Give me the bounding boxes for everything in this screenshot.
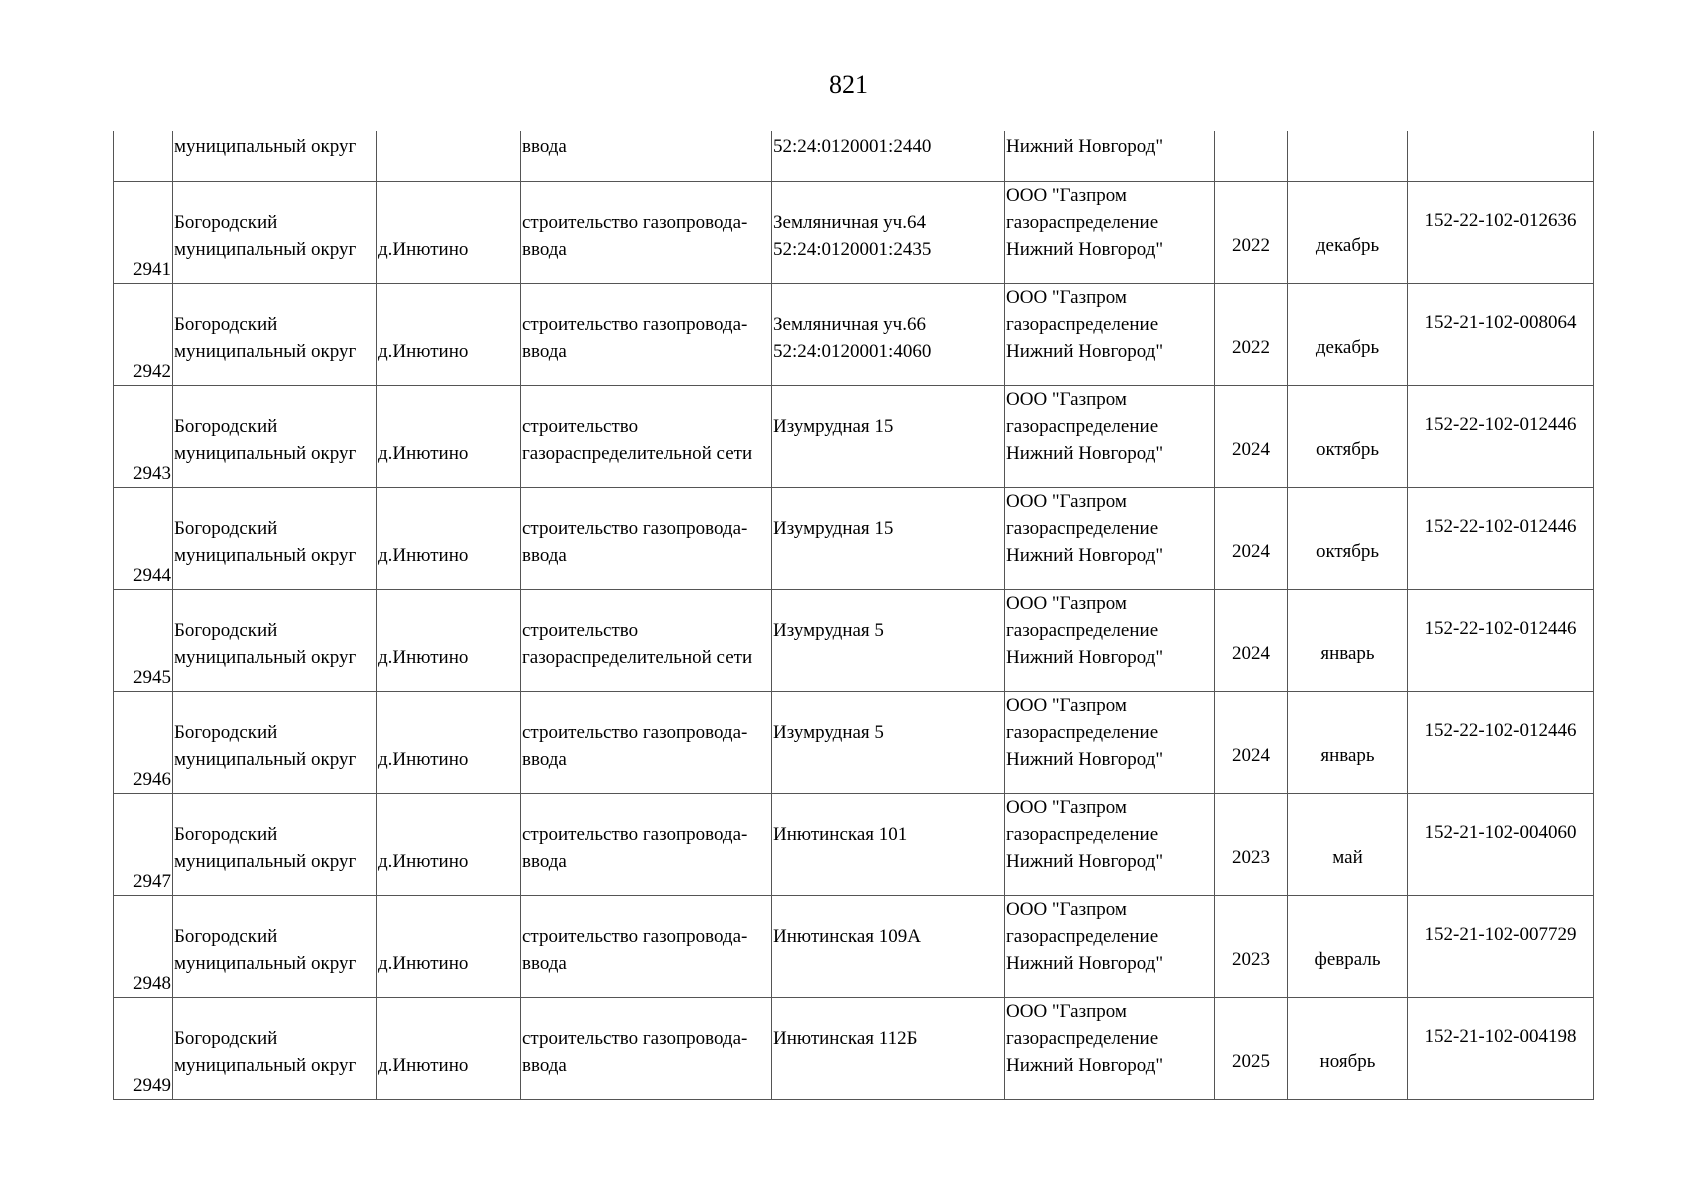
table-row bbox=[114, 487, 1594, 589]
cell-line: строительство газопровода- bbox=[522, 313, 748, 335]
table-row bbox=[114, 895, 1594, 997]
cell-settlement bbox=[377, 793, 521, 895]
cell-line: строительство газопровода- bbox=[522, 211, 748, 233]
cell-line: Инютинская 112Б bbox=[773, 1027, 918, 1049]
cell-line: Инютинская 109А bbox=[773, 925, 921, 947]
cell-line: Нижний Новгород" bbox=[1006, 1054, 1164, 1076]
cell-organization bbox=[1005, 793, 1215, 895]
cell-number: 2941 bbox=[114, 181, 173, 283]
cell-year: 2024 bbox=[1215, 691, 1288, 793]
cell-work bbox=[521, 181, 772, 283]
cell-year: 2024 bbox=[1215, 589, 1288, 691]
cell-month: февраль bbox=[1288, 895, 1408, 997]
cell-number: 2942 bbox=[114, 283, 173, 385]
cell-settlement bbox=[377, 589, 521, 691]
cell-year: 2024 bbox=[1215, 487, 1288, 589]
cell-number: 2943 bbox=[114, 385, 173, 487]
cell-code: 152-22-102-012636 bbox=[1408, 181, 1594, 283]
cell-district bbox=[173, 283, 377, 385]
cell-address bbox=[772, 793, 1005, 895]
cell-line: д.Инютино bbox=[378, 646, 469, 668]
cell-line: Земляничная уч.64 bbox=[773, 211, 926, 233]
cell-line: газораспределение bbox=[1006, 1027, 1159, 1049]
cell-organization bbox=[1005, 385, 1215, 487]
cell-line: Изумрудная 5 bbox=[773, 619, 884, 641]
cell-work: ввода bbox=[521, 131, 772, 181]
cell-settlement bbox=[377, 181, 521, 283]
cell-line: муниципальный округ bbox=[174, 442, 357, 464]
cell-address bbox=[772, 895, 1005, 997]
cell-address bbox=[772, 385, 1005, 487]
cell-line: ввода bbox=[522, 238, 567, 260]
cell-line: д.Инютино bbox=[378, 442, 469, 464]
cell-line: строительство газопровода- bbox=[522, 925, 748, 947]
cell-settlement bbox=[377, 385, 521, 487]
cell-number: 2949 bbox=[114, 997, 173, 1099]
cell-line: газораспределение bbox=[1006, 415, 1159, 437]
cell-work bbox=[521, 691, 772, 793]
cell-code: 152-21-102-008064 bbox=[1408, 283, 1594, 385]
cell-line: ООО "Газпром bbox=[1006, 184, 1127, 206]
cell-line: Богородский bbox=[174, 211, 278, 233]
table-row bbox=[114, 589, 1594, 691]
cell-code: 152-22-102-012446 bbox=[1408, 589, 1594, 691]
cell-address bbox=[772, 283, 1005, 385]
cell-address bbox=[772, 487, 1005, 589]
cell-organization bbox=[1005, 589, 1215, 691]
cell-line: 52:24:0120001:2435 bbox=[773, 238, 932, 260]
cell-line: муниципальный округ bbox=[174, 850, 357, 872]
cell-district bbox=[173, 181, 377, 283]
cell-line: муниципальный округ bbox=[174, 544, 357, 566]
cell-line: строительство bbox=[522, 619, 639, 641]
cell-line: газораспределение bbox=[1006, 517, 1159, 539]
cell-line: ООО "Газпром bbox=[1006, 286, 1127, 308]
cell-line: Земляничная уч.66 bbox=[773, 313, 926, 335]
table-row bbox=[114, 793, 1594, 895]
cell-line: газораспределение bbox=[1006, 823, 1159, 845]
cell-line: Богородский bbox=[174, 721, 278, 743]
cell-district bbox=[173, 487, 377, 589]
cell-line: газораспределение bbox=[1006, 313, 1159, 335]
table-body bbox=[114, 131, 1594, 1099]
cell-line: Богородский bbox=[174, 415, 278, 437]
cell-line: газораспределение bbox=[1006, 925, 1159, 947]
cell-line: Нижний Новгород" bbox=[1006, 340, 1164, 362]
cell-line: Богородский bbox=[174, 517, 278, 539]
cell-number: 2944 bbox=[114, 487, 173, 589]
cell-line: муниципальный округ bbox=[174, 238, 357, 260]
cell-district bbox=[173, 997, 377, 1099]
cell-line: д.Инютино bbox=[378, 748, 469, 770]
cell-line: ООО "Газпром bbox=[1006, 898, 1127, 920]
cell-code: 152-21-102-004198 bbox=[1408, 997, 1594, 1099]
cell-settlement bbox=[377, 131, 521, 181]
cell-code bbox=[1408, 131, 1594, 181]
cell-year: 2023 bbox=[1215, 895, 1288, 997]
cell-line: ввода bbox=[522, 850, 567, 872]
cell-line: ООО "Газпром bbox=[1006, 796, 1127, 818]
cell-line: муниципальный округ bbox=[174, 646, 357, 668]
cell-line: газораспределительной сети bbox=[522, 646, 753, 668]
cell-number: 2947 bbox=[114, 793, 173, 895]
cell-year: 2024 bbox=[1215, 385, 1288, 487]
cell-line: д.Инютино bbox=[378, 1054, 469, 1076]
cell-code: 152-21-102-007729 bbox=[1408, 895, 1594, 997]
table-row bbox=[114, 181, 1594, 283]
cell-line: Изумрудная 5 bbox=[773, 721, 884, 743]
table-row bbox=[114, 691, 1594, 793]
cell-line: Богородский bbox=[174, 313, 278, 335]
cell-line: д.Инютино bbox=[378, 850, 469, 872]
cell-line: д.Инютино bbox=[378, 952, 469, 974]
cell-district bbox=[173, 895, 377, 997]
cell-address bbox=[772, 997, 1005, 1099]
cell-line: Нижний Новгород" bbox=[1006, 442, 1164, 464]
cell-month: декабрь bbox=[1288, 181, 1408, 283]
cell-number: 2948 bbox=[114, 895, 173, 997]
cell-settlement bbox=[377, 691, 521, 793]
cell-line: д.Инютино bbox=[378, 544, 469, 566]
cell-number: 2945 bbox=[114, 589, 173, 691]
cell-year: 2025 bbox=[1215, 997, 1288, 1099]
cell-line: ввода bbox=[522, 544, 567, 566]
cell-code: 152-21-102-004060 bbox=[1408, 793, 1594, 895]
cell-code: 152-22-102-012446 bbox=[1408, 691, 1594, 793]
cell-year bbox=[1215, 131, 1288, 181]
cell-line: ввода bbox=[522, 748, 567, 770]
cell-number bbox=[114, 131, 173, 181]
cell-number: 2946 bbox=[114, 691, 173, 793]
cell-address bbox=[772, 589, 1005, 691]
cell-year: 2022 bbox=[1215, 283, 1288, 385]
cell-address bbox=[772, 691, 1005, 793]
cell-line: ООО "Газпром bbox=[1006, 388, 1127, 410]
cell-line: Нижний Новгород" bbox=[1006, 748, 1164, 770]
cell-line: ООО "Газпром bbox=[1006, 694, 1127, 716]
cell-work bbox=[521, 283, 772, 385]
cell-work bbox=[521, 793, 772, 895]
cell-month: декабрь bbox=[1288, 283, 1408, 385]
table-row bbox=[114, 283, 1594, 385]
cell-month: октябрь bbox=[1288, 385, 1408, 487]
cell-month: май bbox=[1288, 793, 1408, 895]
cell-month: ноябрь bbox=[1288, 997, 1408, 1099]
cell-line: ООО "Газпром bbox=[1006, 490, 1127, 512]
cell-organization bbox=[1005, 895, 1215, 997]
cell-code: 152-22-102-012446 bbox=[1408, 487, 1594, 589]
cell-line: д.Инютино bbox=[378, 340, 469, 362]
cell-line: строительство газопровода- bbox=[522, 721, 748, 743]
cell-line: Изумрудная 15 bbox=[773, 415, 894, 437]
cell-work bbox=[521, 487, 772, 589]
cell-year: 2022 bbox=[1215, 181, 1288, 283]
cell-organization bbox=[1005, 487, 1215, 589]
cell-line: строительство газопровода- bbox=[522, 517, 748, 539]
cell-line: Нижний Новгород" bbox=[1006, 646, 1164, 668]
cell-settlement bbox=[377, 487, 521, 589]
cell-organization bbox=[1005, 997, 1215, 1099]
cell-line: Инютинская 101 bbox=[773, 823, 908, 845]
table-row bbox=[114, 997, 1594, 1099]
cell-line: газораспределение bbox=[1006, 619, 1159, 641]
cell-organization bbox=[1005, 181, 1215, 283]
page-number: 821 bbox=[829, 70, 868, 99]
cell-district bbox=[173, 793, 377, 895]
cell-line: муниципальный округ bbox=[174, 1054, 357, 1076]
cell-line: д.Инютино bbox=[378, 238, 469, 260]
register-table bbox=[113, 131, 1594, 1100]
cell-line: муниципальный округ bbox=[174, 952, 357, 974]
cell-month: январь bbox=[1288, 589, 1408, 691]
cell-line: Нижний Новгород" bbox=[1006, 952, 1164, 974]
cell-line: Богородский bbox=[174, 619, 278, 641]
cell-line: ввода bbox=[522, 952, 567, 974]
cell-code: 152-22-102-012446 bbox=[1408, 385, 1594, 487]
cell-line: газораспределение bbox=[1006, 721, 1159, 743]
cell-district bbox=[173, 691, 377, 793]
cell-line: ввода bbox=[522, 1054, 567, 1076]
cell-line: муниципальный округ bbox=[174, 748, 357, 770]
cell-line: ввода bbox=[522, 340, 567, 362]
cell-line: Богородский bbox=[174, 823, 278, 845]
cell-line: строительство газопровода- bbox=[522, 823, 748, 845]
cell-address bbox=[772, 181, 1005, 283]
cell-line: Нижний Новгород" bbox=[1006, 850, 1164, 872]
cell-line: Богородский bbox=[174, 925, 278, 947]
cell-line: ООО "Газпром bbox=[1006, 1000, 1127, 1022]
cell-district bbox=[173, 589, 377, 691]
cell-work bbox=[521, 997, 772, 1099]
table-row bbox=[114, 385, 1594, 487]
cell-work bbox=[521, 895, 772, 997]
cell-line: муниципальный округ bbox=[174, 340, 357, 362]
cell-organization bbox=[1005, 283, 1215, 385]
cell-line: ООО "Газпром bbox=[1006, 592, 1127, 614]
cell-district bbox=[173, 385, 377, 487]
cell-month: октябрь bbox=[1288, 487, 1408, 589]
continued-row bbox=[114, 131, 1594, 181]
cell-month: январь bbox=[1288, 691, 1408, 793]
cell-work bbox=[521, 385, 772, 487]
cell-year: 2023 bbox=[1215, 793, 1288, 895]
cell-settlement bbox=[377, 895, 521, 997]
cell-settlement bbox=[377, 283, 521, 385]
cell-line: газораспределение bbox=[1006, 211, 1159, 233]
cell-line: строительство газопровода- bbox=[522, 1027, 748, 1049]
cell-line: Нижний Новгород" bbox=[1006, 544, 1164, 566]
cell-month bbox=[1288, 131, 1408, 181]
cell-address: 52:24:0120001:2440 bbox=[772, 131, 1005, 181]
cell-line: Нижний Новгород" bbox=[1006, 238, 1164, 260]
cell-line: газораспределительной сети bbox=[522, 442, 753, 464]
cell-line: строительство bbox=[522, 415, 639, 437]
cell-line: 52:24:0120001:4060 bbox=[773, 340, 932, 362]
cell-settlement bbox=[377, 997, 521, 1099]
cell-line: Богородский bbox=[174, 1027, 278, 1049]
cell-work bbox=[521, 589, 772, 691]
cell-line: Изумрудная 15 bbox=[773, 517, 894, 539]
cell-organization bbox=[1005, 691, 1215, 793]
cell-organization: Нижний Новгород" bbox=[1005, 131, 1215, 181]
cell-district: муниципальный округ bbox=[173, 131, 377, 181]
